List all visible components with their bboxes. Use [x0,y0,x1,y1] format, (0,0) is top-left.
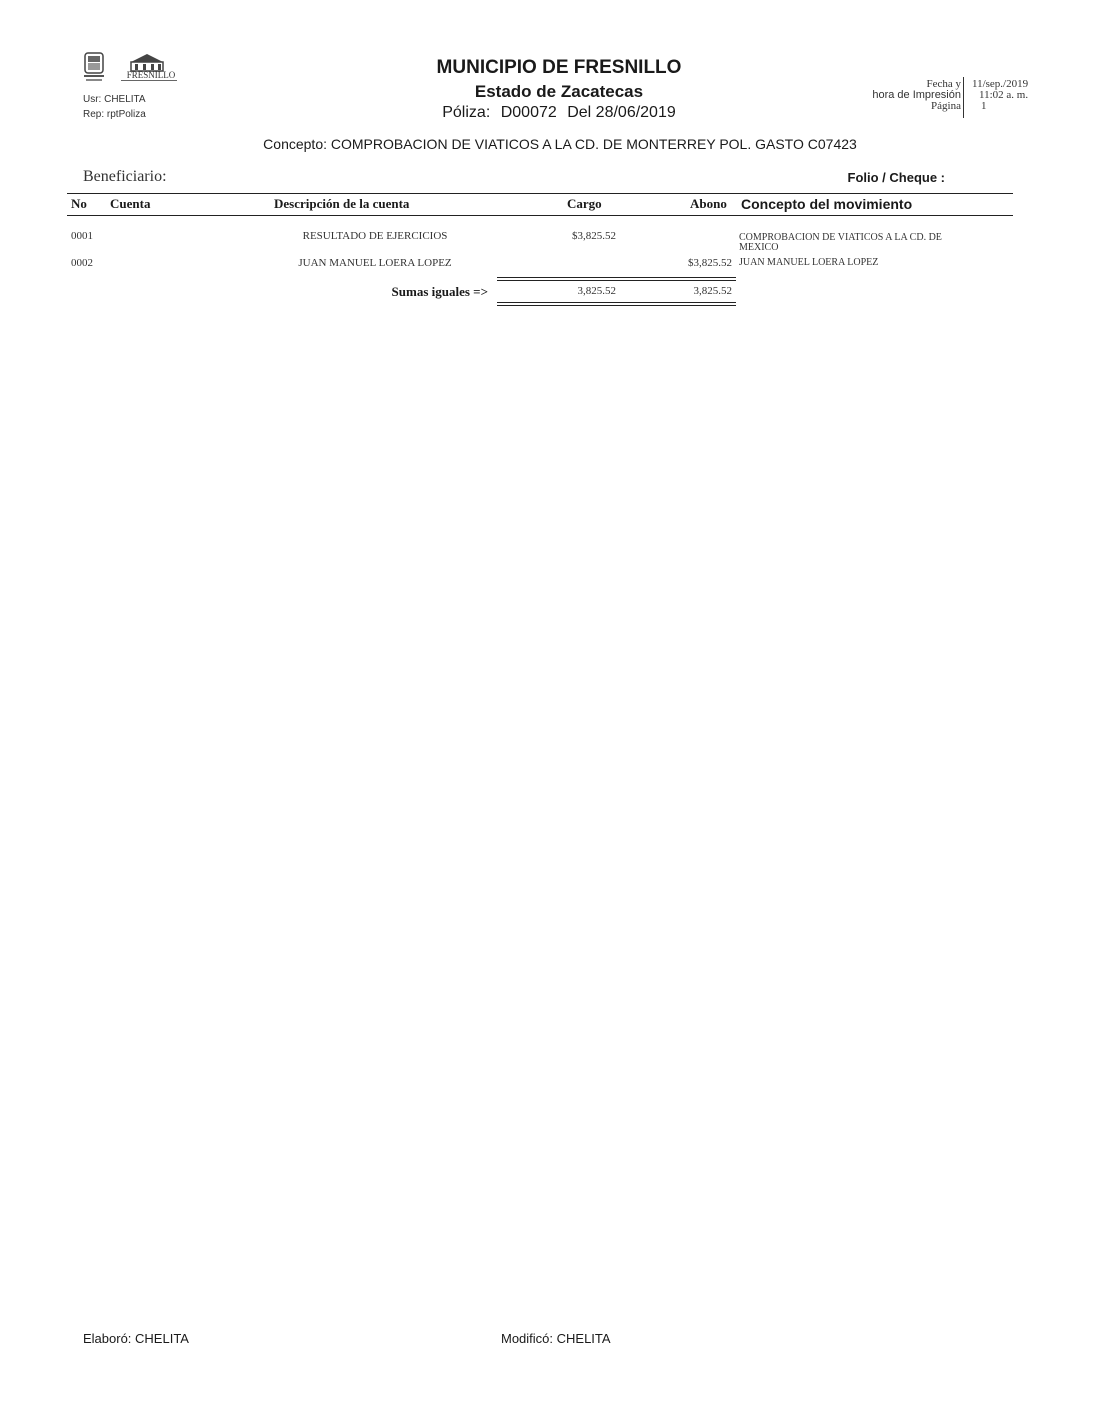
table-row [0,257,1098,273]
poliza-line [349,104,769,122]
header-concepto: Concepto del movimiento [741,196,913,212]
header-cuenta: Cuenta [110,196,151,211]
totals-top-rule [497,280,736,281]
header-cargo: Cargo [567,196,602,211]
folio-label: Folio / Cheque : [847,170,945,185]
row-concepto: JUAN MANUEL LOERA LOPEZ [739,257,879,268]
user-label: Usr: CHELITA [83,94,146,105]
modifico-label: Modificó: CHELITA [501,1331,611,1346]
beneficiario-label: Beneficiario: [83,168,167,185]
poliza-date: Del 28/06/2019 [567,104,676,121]
print-info-divider [963,77,964,118]
header-no: No [71,196,87,211]
municipal-seal-icon [83,52,105,82]
row-cargo: $3,825.52 [572,230,616,242]
page-title: MUNICIPIO DE FRESNILLO [436,57,682,78]
row-descripcion: JUAN MANUEL LOERA LOPEZ [298,257,452,269]
elaboro-label: Elaboró: CHELITA [83,1331,189,1346]
table-header-rule [67,215,1013,216]
table-top-rule [67,193,1013,194]
concepto-line: Concepto: COMPROBACION DE VIATICOS A LA CD. DE MONTERREY POL. GASTO C07423 [263,136,857,152]
poliza-number: D00072 [500,104,557,121]
row-no: 0002 [71,257,93,269]
fresnillo-logo-icon [117,50,181,82]
report-label: Rep: rptPoliza [83,109,146,120]
print-time: 11:02 a. m. [979,89,1029,101]
row-concepto: COMPROBACION DE VIATICOS A LA CD. DE MEXICO [739,232,942,253]
row-descripcion: RESULTADO DE EJERCICIOS [302,230,448,242]
header-abono: Abono [690,196,727,211]
row-no: 0001 [71,230,93,242]
page-number: 1 [981,100,987,112]
totals-bottom-rule [497,305,736,306]
page-subtitle: Estado de Zacatecas [474,82,644,101]
logo-text: FRESNILLO [126,70,176,80]
print-label-line2: hora de Impresión [872,89,961,101]
sumas-label: Sumas iguales => [391,284,488,299]
totals-bottom-rule [497,302,736,303]
print-date: 11/sep./2019 [972,78,1029,90]
header-descripcion: Descripción de la cuenta [274,196,410,211]
row-abono: $3,825.52 [688,257,732,269]
totals-top-rule [497,277,736,278]
poliza-label: Póliza: [442,104,491,121]
sumas-abono: 3,825.52 [693,285,732,297]
table-row [0,230,1098,254]
print-label-line3: Página [931,100,961,112]
sumas-cargo: 3,825.52 [577,285,616,297]
print-label-line1: Fecha y [926,78,961,90]
